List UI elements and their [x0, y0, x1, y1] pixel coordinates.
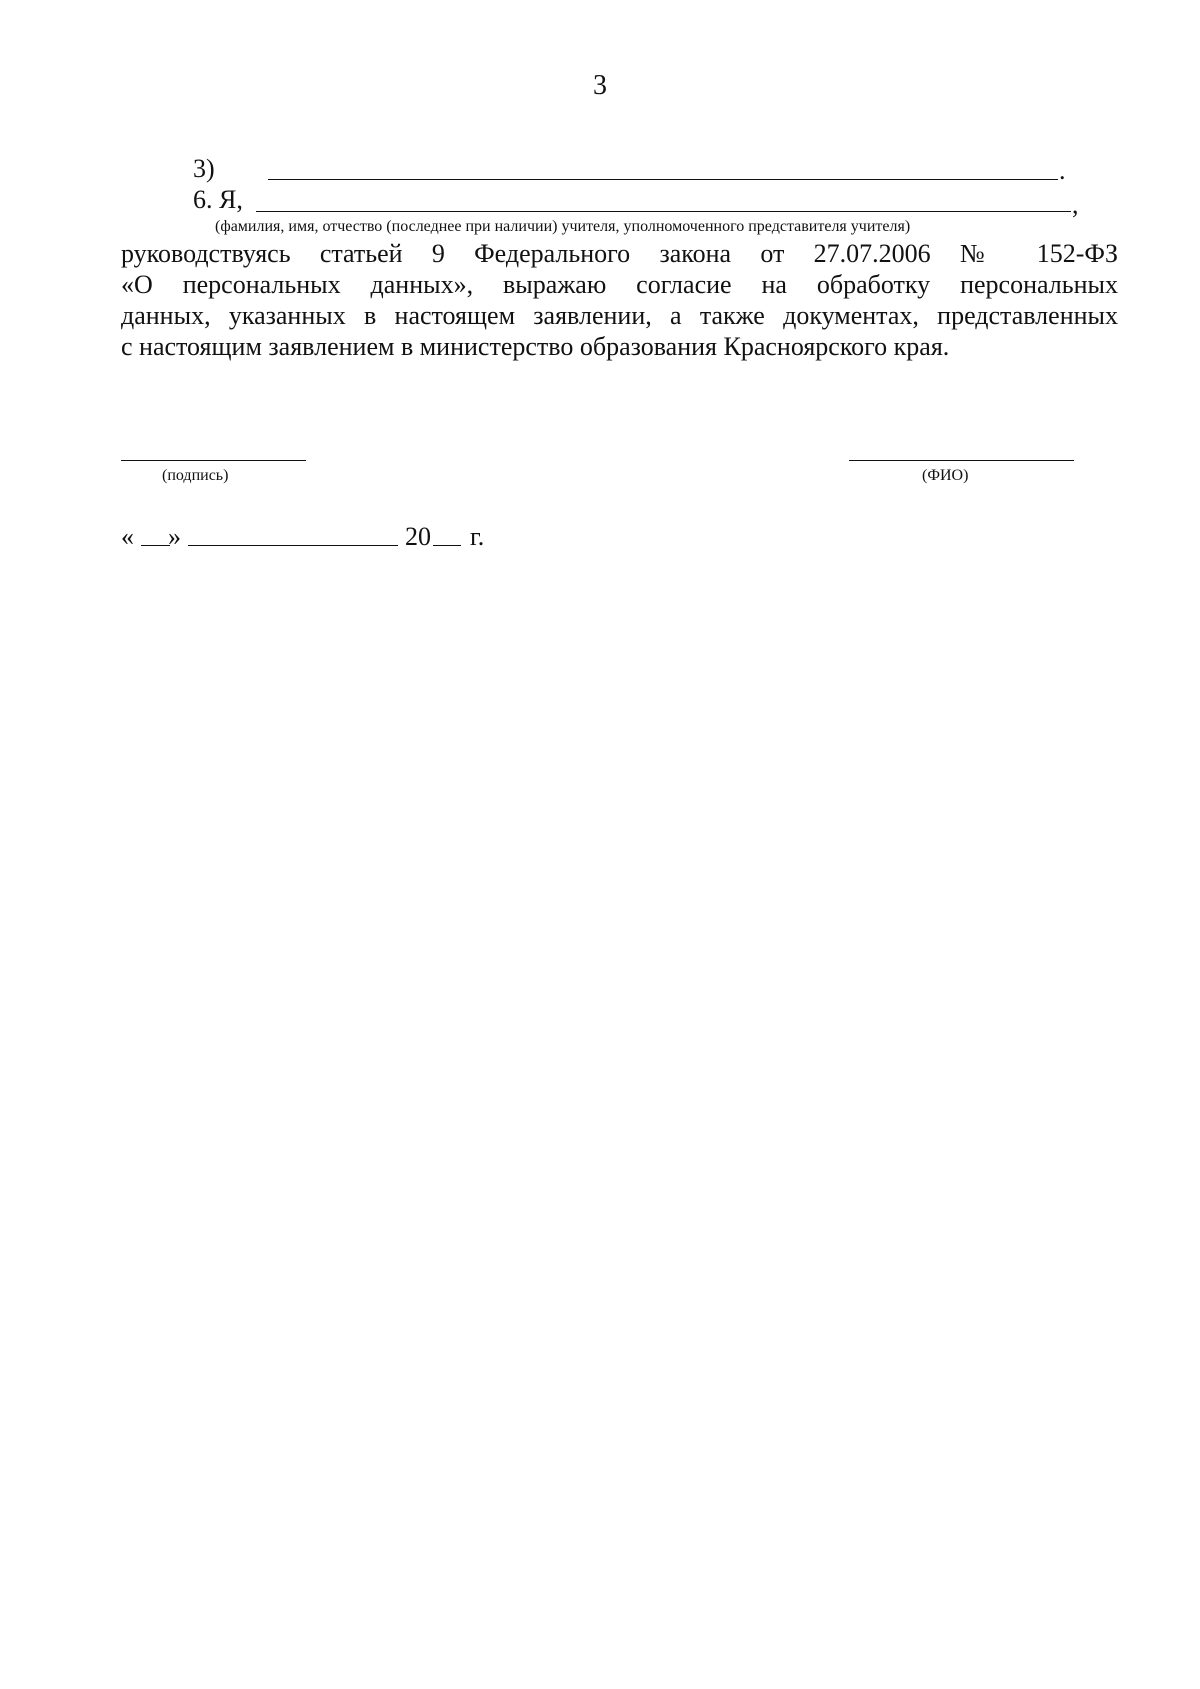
signature-line[interactable] — [121, 460, 306, 461]
item-6-label: 6. Я, — [193, 185, 243, 214]
item-3-blank-line[interactable] — [268, 179, 1058, 180]
item-6-caption: (фамилия, имя, отчество (последнее при наличии) учителя, уполномоченного представителя учителя) — [215, 218, 911, 235]
date-day-line[interactable] — [141, 545, 170, 546]
name-line[interactable] — [849, 460, 1074, 461]
consent-paragraph — [121, 238, 1118, 362]
date-year-prefix: 20 — [405, 522, 431, 551]
date-close-quote: » — [168, 522, 181, 551]
consent-line: данных, указанных в настоящем заявлении, а также документах, представленных — [121, 301, 1118, 330]
consent-line: «О персональных данных», выражаю согласие на обработку персональных — [121, 270, 1118, 299]
item-6-end-punct: , — [1072, 190, 1079, 219]
name-caption: (ФИО) — [922, 467, 969, 484]
consent-line: с настоящим заявлением в министерство образования Красноярского края. — [121, 332, 950, 361]
date-year-suffix: г. — [470, 522, 485, 551]
item-3-end-punct: . — [1059, 156, 1066, 185]
consent-line: руководствуясь статьей 9 Федерального закона от 27.07.2006 № 152-ФЗ — [121, 239, 1118, 268]
date-month-line[interactable] — [188, 545, 398, 546]
page-number: 3 — [593, 70, 607, 101]
item-6-name-line[interactable] — [256, 211, 1071, 212]
date-year-line[interactable] — [433, 545, 461, 546]
item-3-label: 3) — [193, 154, 215, 183]
date-open-quote: « — [121, 522, 134, 551]
signature-caption: (подпись) — [162, 467, 229, 484]
